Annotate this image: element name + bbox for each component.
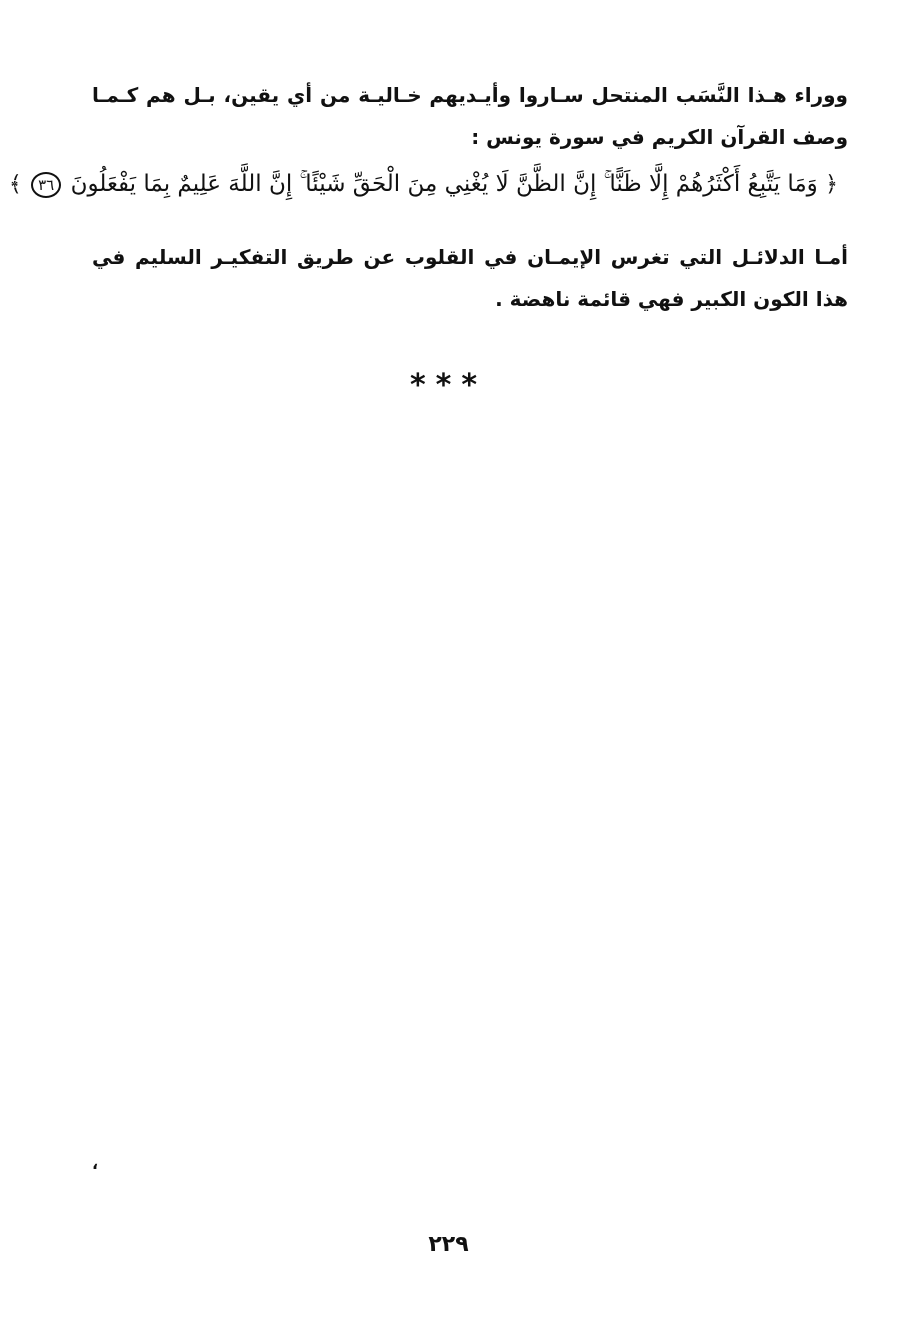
verse-close-bracket: ﴾ [8,172,22,197]
quran-verse [8,162,838,207]
paragraph-evidence: أمـا الدلائـل التي تغرس الإيمـان في القلوب عن طريق التفكيـر السليم في هذا الكون الكبير فهي قائمة ناهضة . [92,245,848,311]
ayah-number-badge: ٣٦ [31,172,61,198]
verse-open-bracket: ﴿ [825,172,838,197]
section-separator: *** [409,368,488,403]
verse-trailing-period [0,171,2,197]
paragraph-intro: ووراء هـذا النَّسَب المنتحل سـاروا وأيـديهم خـاليـة من أي يقين، بـل هم كـمـا وصف القرآن الكريم في سورة يونس : [92,83,848,149]
page-number: ٢٢٩ [428,1232,469,1257]
stray-mark: ، [92,1154,99,1173]
verse-text: وَمَا يَتَّبِعُ أَكْثَرُهُمْ إِلَّا ظَنًّا ۚ إِنَّ الظَّنَّ لَا يُغْنِي مِنَ الْحَقِّ شَيْئًا ۚ إِنَّ اللَّهَ عَلِيمٌ بِمَا يَفْعَلُونَ [70,171,818,197]
